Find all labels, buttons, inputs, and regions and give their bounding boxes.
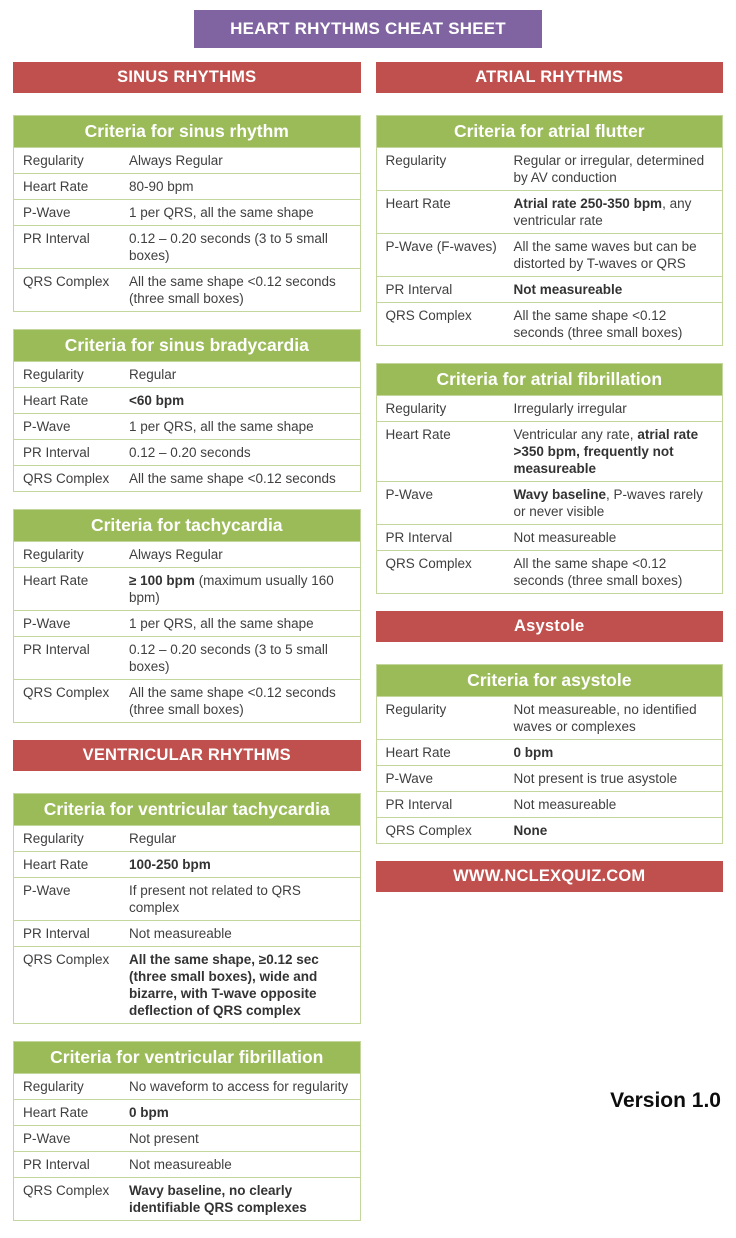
criteria-value-segment: All the same shape <0.12 seconds (three small boxes): [513, 556, 683, 588]
criteria-row-value: [514, 400, 717, 417]
criteria-row-value: [129, 366, 354, 383]
criteria-title: Criteria for ventricular fibrillation: [14, 1042, 360, 1073]
criteria-row-label: PR Interval: [385, 797, 453, 812]
criteria-row-label: PR Interval: [23, 445, 90, 460]
banner-atrial-rhythms: ATRIAL RHYTHMS: [376, 62, 724, 93]
criteria-row-pr-interval: [377, 524, 723, 550]
banner-www-nclexquiz-com: WWW.NCLEXQUIZ.COM: [376, 861, 724, 892]
criteria-row-heart-rate: [377, 421, 723, 481]
criteria-row-heart-rate: [14, 851, 360, 877]
criteria-row-label: QRS Complex: [23, 471, 110, 486]
criteria-row-value: [129, 882, 354, 916]
criteria-value-segment: Wavy baseline, no clearly identifiable QRS complexes: [129, 1183, 307, 1215]
criteria-row-value: [129, 856, 354, 873]
criteria-value-segment: Not measureable: [513, 530, 617, 545]
criteria-row-p-wave: [377, 481, 723, 524]
criteria-row-pr-interval: [377, 791, 723, 817]
criteria-row-value: [129, 392, 354, 409]
criteria-row-label: P-Wave: [385, 771, 434, 786]
criteria-value-segment: Wavy baseline: [513, 487, 607, 502]
criteria-row-value: [514, 555, 717, 589]
criteria-table-criteria-for-sinus-bradycardia: [13, 329, 361, 492]
criteria-row-value: [514, 701, 717, 735]
criteria-row-label: Heart Rate: [385, 427, 451, 442]
criteria-row-qrs-complex: [14, 1177, 360, 1220]
criteria-row-label: P-Wave (F-waves): [385, 239, 497, 254]
criteria-row-value: [514, 822, 717, 839]
criteria-row-p-wave: [14, 877, 360, 920]
criteria-row-value: [129, 951, 354, 1019]
criteria-row-p-wave: [14, 610, 360, 636]
criteria-value-segment: <60 bpm: [129, 393, 185, 408]
criteria-title: Criteria for ventricular tachycardia: [14, 794, 360, 825]
cheat-sheet-page: [0, 10, 736, 1215]
criteria-value-segment: Always Regular: [129, 153, 223, 168]
page-title-banner: [194, 10, 542, 48]
criteria-row-pr-interval: [14, 920, 360, 946]
criteria-row-value: [129, 1156, 354, 1173]
criteria-value-segment: All the same waves but can be distorted by T-waves or QRS: [513, 239, 697, 271]
criteria-value-segment: All the same shape <0.12 seconds (three small boxes): [129, 685, 336, 717]
criteria-row-qrs-complex: [14, 268, 360, 311]
criteria-row-heart-rate: [14, 387, 360, 413]
criteria-row-value: [514, 529, 717, 546]
criteria-value-segment: All the same shape, ≥0.12 sec (three small boxes), wide and bizarre, with T-wave opposite deflection of QRS complex: [129, 952, 319, 1018]
criteria-row-heart-rate: [14, 173, 360, 199]
criteria-value-segment: , any ventricular rate: [513, 196, 692, 228]
right-column: [376, 62, 724, 914]
criteria-row-value: [129, 1078, 354, 1095]
criteria-row-regularity: [377, 395, 723, 421]
criteria-row-label: QRS Complex: [23, 1183, 110, 1198]
criteria-row-value: [514, 426, 717, 477]
criteria-row-value: [514, 281, 717, 298]
criteria-row-label: PR Interval: [23, 926, 90, 941]
criteria-value-segment: 1 per QRS, all the same shape: [129, 419, 314, 434]
criteria-row-value: [129, 684, 354, 718]
page-title: HEART RHYTHMS CHEAT SHEET: [230, 19, 506, 38]
criteria-row-p-wave: [14, 1125, 360, 1151]
criteria-row-p-wave: [377, 765, 723, 791]
criteria-value-segment: Not measureable: [513, 797, 617, 812]
criteria-row-value: [129, 572, 354, 606]
criteria-row-heart-rate: [377, 739, 723, 765]
criteria-row-label: Heart Rate: [385, 196, 451, 211]
criteria-table-criteria-for-sinus-rhythm: [13, 115, 361, 312]
criteria-row-value: [129, 444, 354, 461]
criteria-row-label: Regularity: [23, 153, 84, 168]
criteria-row-heart-rate: [377, 190, 723, 233]
criteria-row-qrs-complex: [377, 550, 723, 593]
criteria-title: Criteria for tachycardia: [14, 510, 360, 541]
criteria-value-segment: All the same shape <0.12 seconds (three small boxes): [513, 308, 683, 340]
criteria-value-segment: (maximum usually 160 bpm): [129, 573, 334, 605]
criteria-value-segment: Always Regular: [129, 547, 223, 562]
criteria-value-segment: ≥ 100 bpm: [129, 573, 195, 588]
criteria-row-label: Heart Rate: [23, 857, 89, 872]
criteria-value-segment: None: [513, 823, 548, 838]
criteria-row-value: [129, 1130, 354, 1147]
criteria-value-segment: 100-250 bpm: [129, 857, 211, 872]
criteria-row-label: P-Wave: [385, 487, 434, 502]
criteria-row-label: Heart Rate: [23, 573, 89, 588]
criteria-row-regularity: [14, 825, 360, 851]
criteria-table-criteria-for-ventricular-tachycardia: [13, 793, 361, 1024]
criteria-row-label: Heart Rate: [23, 179, 89, 194]
criteria-row-regularity: [14, 361, 360, 387]
criteria-row-pr-interval: [14, 225, 360, 268]
criteria-row-qrs-complex: [14, 679, 360, 722]
criteria-row-qrs-complex: [14, 465, 360, 491]
criteria-row-value: [129, 546, 354, 563]
criteria-row-label: PR Interval: [23, 231, 90, 246]
criteria-value-segment: 0 bpm: [513, 745, 554, 760]
criteria-value-segment: 0.12 – 0.20 seconds (3 to 5 small boxes): [129, 642, 328, 674]
criteria-row-qrs-complex: [377, 302, 723, 345]
criteria-table-criteria-for-atrial-flutter: [376, 115, 724, 346]
criteria-title: Criteria for sinus rhythm: [14, 116, 360, 147]
criteria-value-segment: Not measureable: [513, 282, 623, 297]
criteria-row-label: QRS Complex: [385, 308, 472, 323]
criteria-row-label: Regularity: [385, 401, 447, 416]
banner-sinus-rhythms: SINUS RHYTHMS: [13, 62, 361, 93]
criteria-row-regularity: [377, 696, 723, 739]
criteria-row-qrs-complex: [14, 946, 360, 1023]
criteria-row-value: [129, 1104, 354, 1121]
criteria-row-label: Regularity: [385, 153, 447, 168]
criteria-row-value: [129, 641, 354, 675]
criteria-row-pr-interval: [377, 276, 723, 302]
criteria-row-label: QRS Complex: [23, 274, 110, 289]
criteria-row-label: QRS Complex: [385, 556, 472, 571]
criteria-value-segment: atrial rate >350 bpm, frequently not measureable: [513, 427, 699, 476]
criteria-table-criteria-for-asystole: [376, 664, 724, 844]
criteria-value-segment: Regular or irregular, determined by AV conduction: [513, 153, 705, 185]
criteria-row-label: QRS Complex: [385, 823, 472, 838]
criteria-value-segment: 0 bpm: [129, 1105, 169, 1120]
banner-asystole: Asystole: [376, 611, 724, 642]
criteria-row-value: [514, 195, 717, 229]
criteria-row-regularity: [14, 541, 360, 567]
criteria-row-value: [514, 152, 717, 186]
criteria-row-value: [514, 307, 717, 341]
criteria-row-label: P-Wave: [23, 883, 71, 898]
left-column: [13, 62, 361, 1238]
criteria-row-label: Regularity: [23, 831, 84, 846]
criteria-row-value: [129, 470, 354, 487]
banner-ventricular-rhythms: VENTRICULAR RHYTHMS: [13, 740, 361, 771]
criteria-row-p-wave: [14, 413, 360, 439]
criteria-row-label: P-Wave: [23, 1131, 71, 1146]
criteria-value-segment: 0.12 – 0.20 seconds (3 to 5 small boxes): [129, 231, 328, 263]
criteria-row-regularity: [14, 147, 360, 173]
criteria-row-label: Regularity: [23, 367, 84, 382]
criteria-row-label: P-Wave: [23, 205, 71, 220]
version-label: Version 1.0: [610, 1089, 721, 1112]
criteria-row-value: [129, 418, 354, 435]
criteria-table-criteria-for-atrial-fibrillation: [376, 363, 724, 594]
criteria-row-pr-interval: [14, 636, 360, 679]
criteria-row-value: [514, 744, 717, 761]
criteria-value-segment: 1 per QRS, all the same shape: [129, 616, 314, 631]
criteria-row-label: Heart Rate: [23, 1105, 89, 1120]
criteria-row-value: [514, 796, 717, 813]
criteria-row-value: [129, 273, 354, 307]
criteria-title: Criteria for asystole: [377, 665, 723, 696]
criteria-row-p-wave: [14, 199, 360, 225]
criteria-row-label: P-Wave: [23, 616, 71, 631]
criteria-row-label: P-Wave: [23, 419, 71, 434]
criteria-row-value: [129, 230, 354, 264]
criteria-row-value: [129, 615, 354, 632]
criteria-row-value: [514, 770, 717, 787]
criteria-row-label: PR Interval: [385, 530, 453, 545]
criteria-row-label: Regularity: [385, 702, 447, 717]
criteria-value-segment: Atrial rate 250-350 bpm: [513, 196, 663, 211]
criteria-row-label: PR Interval: [23, 1157, 90, 1172]
criteria-row-label: Regularity: [23, 1079, 84, 1094]
criteria-title: Criteria for atrial flutter: [377, 116, 723, 147]
criteria-value-segment: All the same shape <0.12 seconds: [129, 471, 336, 486]
criteria-title: Criteria for sinus bradycardia: [14, 330, 360, 361]
criteria-value-segment: No waveform to access for regularity: [129, 1079, 349, 1094]
criteria-value-segment: 0.12 – 0.20 seconds: [129, 445, 251, 460]
criteria-row-value: [129, 152, 354, 169]
criteria-row-value: [514, 238, 717, 272]
criteria-row-label: Heart Rate: [23, 393, 89, 408]
columns-container: [0, 62, 736, 1238]
criteria-value-segment: Not present: [129, 1131, 199, 1146]
criteria-row-value: [129, 1182, 354, 1216]
criteria-row-p-wave-f-waves: [377, 233, 723, 276]
criteria-value-segment: Not measureable: [129, 1157, 232, 1172]
criteria-row-heart-rate: [14, 567, 360, 610]
criteria-value-segment: Not present is true asystole: [513, 771, 678, 786]
criteria-row-regularity: [377, 147, 723, 190]
criteria-row-label: PR Interval: [385, 282, 453, 297]
criteria-row-label: QRS Complex: [23, 952, 110, 967]
criteria-row-value: [129, 830, 354, 847]
criteria-value-segment: 1 per QRS, all the same shape: [129, 205, 314, 220]
criteria-value-segment: Regular: [129, 831, 177, 846]
criteria-table-criteria-for-ventricular-fibrillation: [13, 1041, 361, 1221]
criteria-row-label: Heart Rate: [385, 745, 451, 760]
criteria-row-value: [129, 204, 354, 221]
criteria-row-heart-rate: [14, 1099, 360, 1125]
criteria-value-segment: 80-90 bpm: [129, 179, 194, 194]
criteria-value-segment: Not measureable: [129, 926, 232, 941]
criteria-row-pr-interval: [14, 1151, 360, 1177]
criteria-row-label: PR Interval: [23, 642, 90, 657]
criteria-row-pr-interval: [14, 439, 360, 465]
criteria-row-label: QRS Complex: [23, 685, 110, 700]
criteria-value-segment: Irregularly irregular: [513, 401, 627, 416]
criteria-row-label: Regularity: [23, 547, 84, 562]
criteria-table-criteria-for-tachycardia: [13, 509, 361, 723]
criteria-value-segment: Not measureable, no identified waves or complexes: [513, 702, 697, 734]
criteria-value-segment: Regular: [129, 367, 177, 382]
criteria-value-segment: If present not related to QRS complex: [129, 883, 301, 915]
criteria-value-segment: All the same shape <0.12 seconds (three small boxes): [129, 274, 336, 306]
criteria-row-value: [129, 925, 354, 942]
criteria-row-value: [514, 486, 717, 520]
criteria-row-qrs-complex: [377, 817, 723, 843]
criteria-title: Criteria for atrial fibrillation: [377, 364, 723, 395]
criteria-row-value: [129, 178, 354, 195]
criteria-row-regularity: [14, 1073, 360, 1099]
criteria-value-segment: Ventricular any rate,: [513, 427, 638, 442]
criteria-value-segment: , P-waves rarely or never visible: [513, 487, 703, 519]
